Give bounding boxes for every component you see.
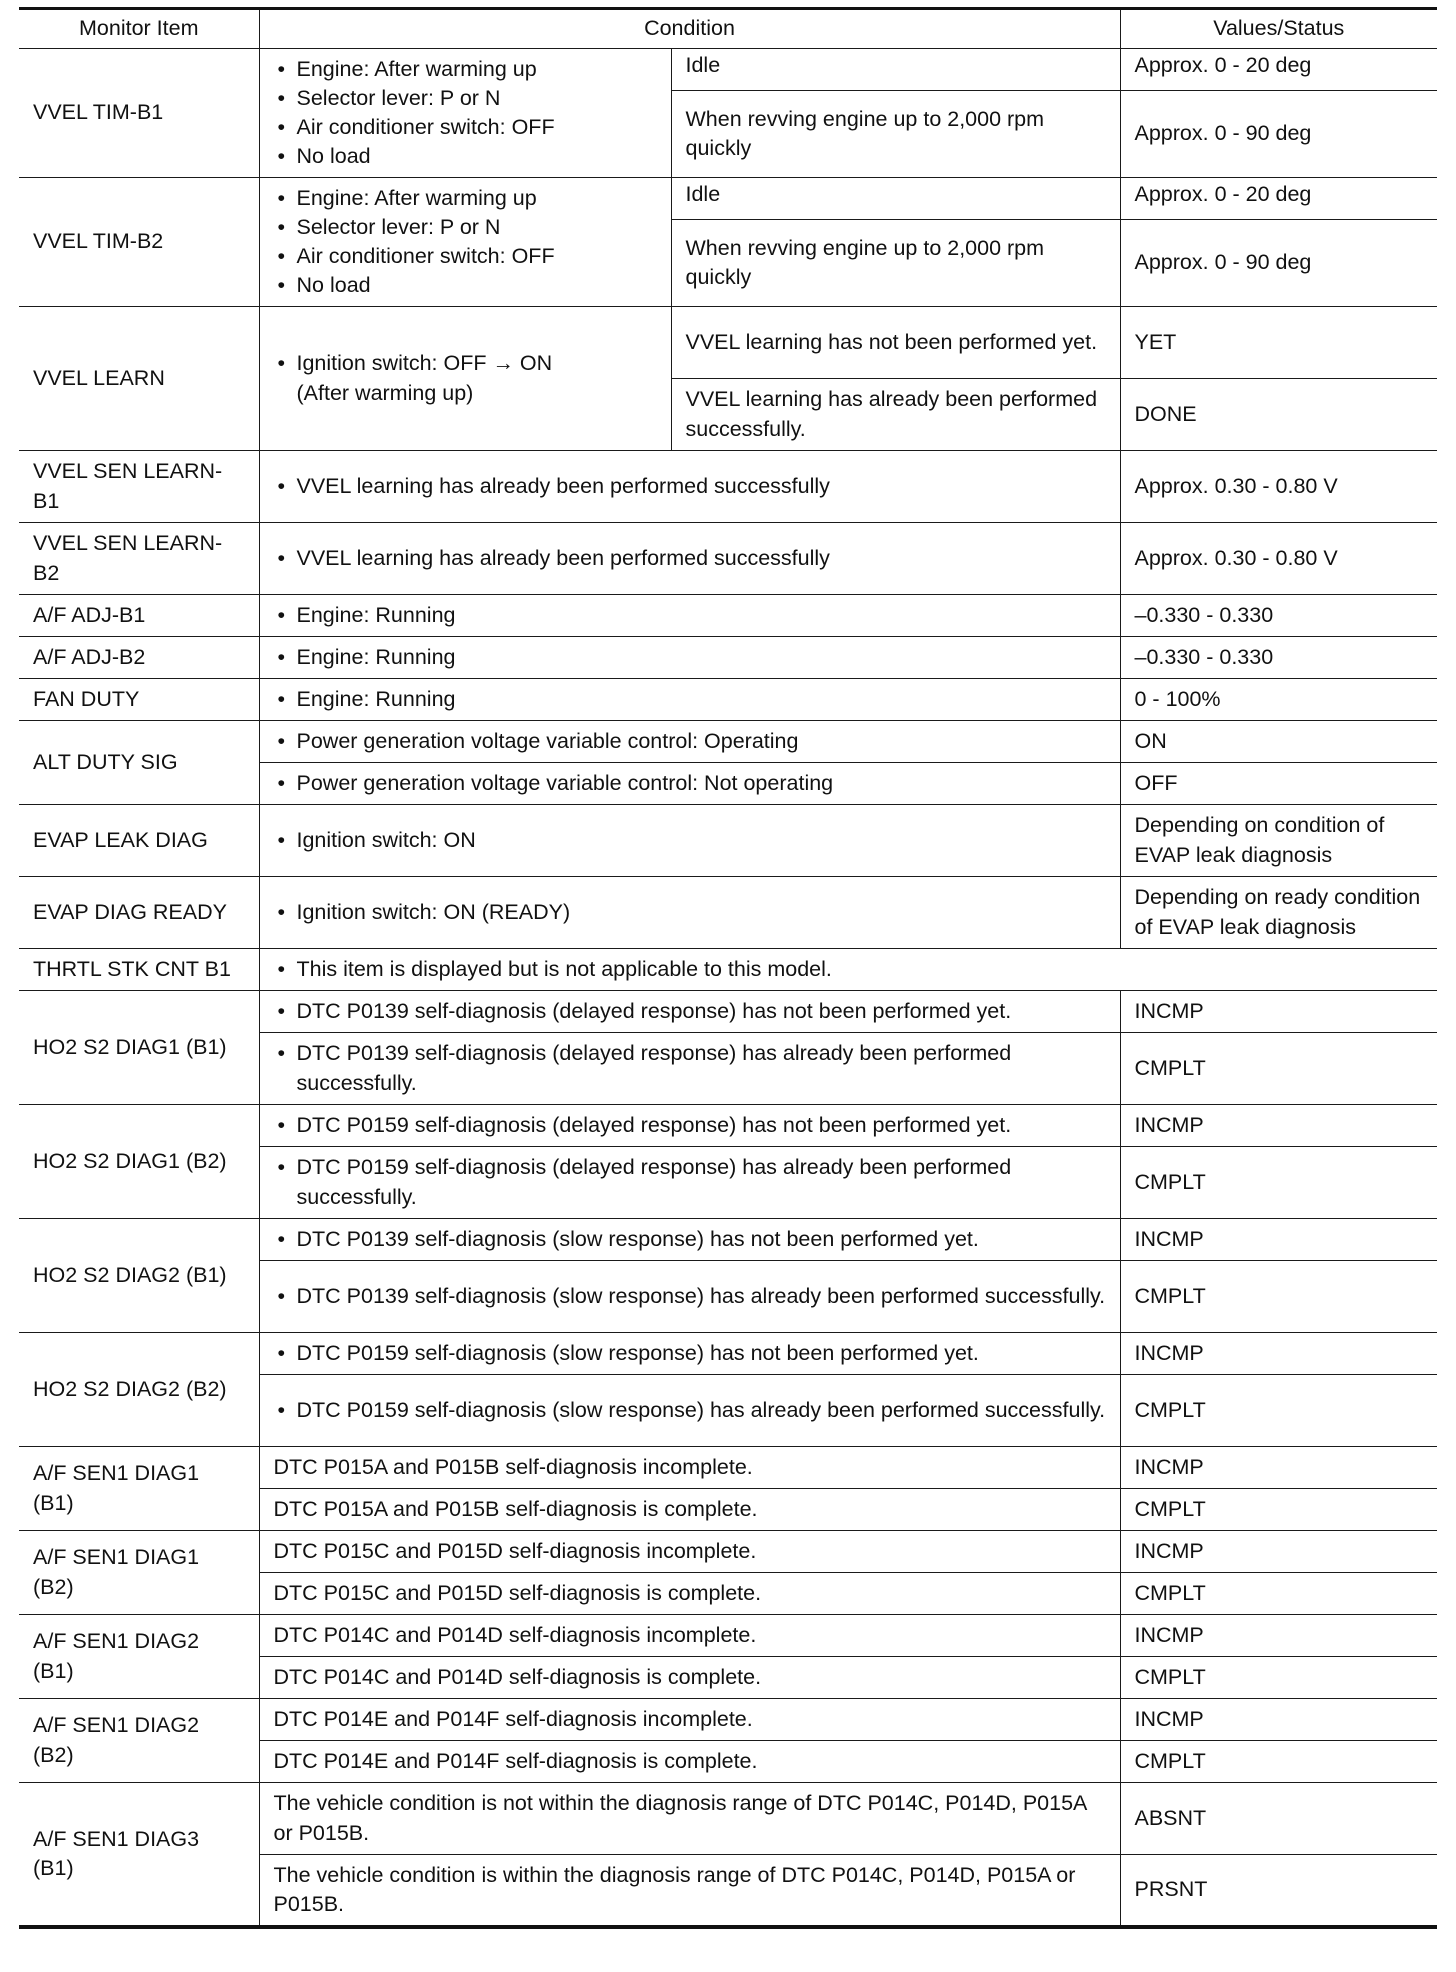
monitor-item-cell: HO2 S2 DIAG1 (B1) bbox=[19, 991, 259, 1105]
value-cell: CMPLT bbox=[1120, 1573, 1437, 1615]
value-cell: CMPLT bbox=[1120, 1147, 1437, 1219]
condition-bullet: • DTC P0139 self-diagnosis (delayed response) has already been performed successfully. bbox=[274, 1039, 1106, 1097]
monitor-item-cell: THRTL STK CNT B1 bbox=[19, 949, 259, 991]
condition-bullet: • Engine: Running bbox=[274, 601, 1106, 630]
table-row bbox=[19, 451, 1437, 523]
condition-cell: DTC P015A and P015B self-diagnosis is complete. bbox=[259, 1489, 1120, 1531]
condition-cell bbox=[259, 1261, 1120, 1333]
value-cell: CMPLT bbox=[1120, 1033, 1437, 1105]
condition-cell bbox=[259, 949, 1437, 991]
table-row bbox=[19, 1699, 1437, 1741]
condition-bullet: • No load bbox=[274, 271, 657, 300]
condition-cell bbox=[259, 595, 1120, 637]
monitor-item-cell: VVEL SEN LEARN-B2 bbox=[19, 523, 259, 595]
value-cell: INCMP bbox=[1120, 1105, 1437, 1147]
monitor-item-cell: VVEL TIM-B1 bbox=[19, 49, 259, 178]
condition-bullet: • DTC P0159 self-diagnosis (delayed response) has not been performed yet. bbox=[274, 1111, 1106, 1140]
table-row bbox=[19, 178, 1437, 220]
condition-cell bbox=[259, 991, 1120, 1033]
value-cell: ABSNT bbox=[1120, 1783, 1437, 1855]
table-row bbox=[19, 1105, 1437, 1147]
monitor-item-document bbox=[19, 7, 1437, 1929]
sub-condition-cell: VVEL learning has not been performed yet. bbox=[671, 307, 1120, 379]
value-cell: PRSNT bbox=[1120, 1855, 1437, 1927]
table-row bbox=[19, 805, 1437, 877]
value-cell: INCMP bbox=[1120, 1699, 1437, 1741]
value-cell: Approx. 0 - 90 deg bbox=[1120, 220, 1437, 307]
condition-bullet: • Selector lever: P or N bbox=[274, 84, 657, 113]
condition-bullet: • Power generation voltage variable control: Operating bbox=[274, 727, 1106, 756]
sub-condition-cell: VVEL learning has already been performed successfully. bbox=[671, 379, 1120, 451]
value-cell: Approx. 0 - 20 deg bbox=[1120, 178, 1437, 220]
monitor-item-cell: A/F SEN1 DIAG2 (B2) bbox=[19, 1699, 259, 1783]
value-cell: CMPLT bbox=[1120, 1741, 1437, 1783]
condition-cell bbox=[259, 1375, 1120, 1447]
condition-cell: The vehicle condition is not within the diagnosis range of DTC P014C, P014D, P015A or P015B. bbox=[259, 1783, 1120, 1855]
condition-bullet: • Ignition switch: ON bbox=[274, 826, 1106, 855]
value-cell: –0.330 - 0.330 bbox=[1120, 637, 1437, 679]
header-monitor-item: Monitor Item bbox=[19, 9, 259, 49]
condition-cell bbox=[259, 721, 1120, 763]
condition-cell: DTC P015C and P015D self-diagnosis incomplete. bbox=[259, 1531, 1120, 1573]
header-row bbox=[19, 9, 1437, 49]
condition-list bbox=[274, 349, 657, 407]
value-cell: INCMP bbox=[1120, 991, 1437, 1033]
condition-bullet: • Power generation voltage variable control: Not operating bbox=[274, 769, 1106, 798]
condition-bullet: • Engine: After warming up bbox=[274, 55, 657, 84]
sub-condition-cell: Idle bbox=[671, 49, 1120, 91]
monitor-item-cell: HO2 S2 DIAG2 (B2) bbox=[19, 1333, 259, 1447]
table-row bbox=[19, 1219, 1437, 1261]
table-row bbox=[19, 877, 1437, 949]
condition-cell bbox=[259, 1333, 1120, 1375]
condition-cell bbox=[259, 1033, 1120, 1105]
condition-bullet: • DTC P0159 self-diagnosis (slow response) has not been performed yet. bbox=[274, 1339, 1106, 1368]
value-cell: INCMP bbox=[1120, 1219, 1437, 1261]
table-row bbox=[19, 721, 1437, 763]
monitor-item-cell: VVEL SEN LEARN-B1 bbox=[19, 451, 259, 523]
condition-cell bbox=[259, 679, 1120, 721]
condition-cell bbox=[259, 763, 1120, 805]
condition-bullet: • Ignition switch: ON (READY) bbox=[274, 898, 1106, 927]
value-cell: YET bbox=[1120, 307, 1437, 379]
monitor-item-cell: VVEL LEARN bbox=[19, 307, 259, 451]
monitor-item-table bbox=[19, 7, 1437, 1929]
condition-cell: DTC P015C and P015D self-diagnosis is complete. bbox=[259, 1573, 1120, 1615]
table-row bbox=[19, 637, 1437, 679]
value-cell: Approx. 0 - 90 deg bbox=[1120, 91, 1437, 178]
monitor-item-cell: HO2 S2 DIAG2 (B1) bbox=[19, 1219, 259, 1333]
condition-cell bbox=[259, 451, 1120, 523]
value-cell: CMPLT bbox=[1120, 1261, 1437, 1333]
condition-cell: DTC P014C and P014D self-diagnosis incomplete. bbox=[259, 1615, 1120, 1657]
value-cell: INCMP bbox=[1120, 1615, 1437, 1657]
table-row bbox=[19, 679, 1437, 721]
value-cell: INCMP bbox=[1120, 1447, 1437, 1489]
monitor-item-cell: FAN DUTY bbox=[19, 679, 259, 721]
condition-cell bbox=[259, 49, 671, 178]
monitor-item-cell: EVAP LEAK DIAG bbox=[19, 805, 259, 877]
monitor-item-cell: A/F SEN1 DIAG1 (B1) bbox=[19, 1447, 259, 1531]
condition-bullet: • DTC P0159 self-diagnosis (slow response) has already been performed successfully. bbox=[274, 1396, 1106, 1425]
table-row bbox=[19, 595, 1437, 637]
condition-cell: DTC P014C and P014D self-diagnosis is complete. bbox=[259, 1657, 1120, 1699]
value-cell: Depending on condition of EVAP leak diagnosis bbox=[1120, 805, 1437, 877]
header-values-status: Values/Status bbox=[1120, 9, 1437, 49]
condition-cell bbox=[259, 637, 1120, 679]
condition-bullet: • VVEL learning has already been performed successfully bbox=[274, 472, 1106, 501]
condition-cell bbox=[259, 805, 1120, 877]
table-row bbox=[19, 1333, 1437, 1375]
condition-bullet: • DTC P0139 self-diagnosis (slow response) has not been performed yet. bbox=[274, 1225, 1106, 1254]
monitor-item-cell: EVAP DIAG READY bbox=[19, 877, 259, 949]
table-row bbox=[19, 523, 1437, 595]
monitor-item-cell: A/F SEN1 DIAG2 (B1) bbox=[19, 1615, 259, 1699]
table-row bbox=[19, 991, 1437, 1033]
table-row bbox=[19, 949, 1437, 991]
value-cell: 0 - 100% bbox=[1120, 679, 1437, 721]
table-row bbox=[19, 49, 1437, 91]
monitor-item-cell: VVEL TIM-B2 bbox=[19, 178, 259, 307]
condition-cell bbox=[259, 178, 671, 307]
condition-cell: The vehicle condition is within the diagnosis range of DTC P014C, P014D, P015A or P015B. bbox=[259, 1855, 1120, 1927]
table-row bbox=[19, 307, 1437, 379]
condition-bullet: • Engine: Running bbox=[274, 685, 1106, 714]
condition-bullet: • Air conditioner switch: OFF bbox=[274, 113, 657, 142]
condition-cell: DTC P015A and P015B self-diagnosis incomplete. bbox=[259, 1447, 1120, 1489]
value-cell: INCMP bbox=[1120, 1531, 1437, 1573]
value-cell: Approx. 0 - 20 deg bbox=[1120, 49, 1437, 91]
condition-cell bbox=[259, 307, 671, 451]
monitor-item-cell: A/F ADJ-B1 bbox=[19, 595, 259, 637]
value-cell: DONE bbox=[1120, 379, 1437, 451]
monitor-item-cell: A/F SEN1 DIAG1 (B2) bbox=[19, 1531, 259, 1615]
sub-condition-cell: When revving engine up to 2,000 rpm quickly bbox=[671, 220, 1120, 307]
value-cell: Depending on ready condition of EVAP leak diagnosis bbox=[1120, 877, 1437, 949]
monitor-item-cell: A/F ADJ-B2 bbox=[19, 637, 259, 679]
header-condition: Condition bbox=[259, 9, 1120, 49]
value-cell: Approx. 0.30 - 0.80 V bbox=[1120, 451, 1437, 523]
condition-list bbox=[274, 55, 657, 171]
condition-bullet: • DTC P0139 self-diagnosis (delayed response) has not been performed yet. bbox=[274, 997, 1106, 1026]
table-row bbox=[19, 1615, 1437, 1657]
condition-bullet: • Ignition switch: OFF → ON (After warming up) bbox=[274, 349, 587, 407]
sub-condition-cell: When revving engine up to 2,000 rpm quickly bbox=[671, 91, 1120, 178]
condition-cell bbox=[259, 523, 1120, 595]
value-cell: CMPLT bbox=[1120, 1375, 1437, 1447]
condition-cell: DTC P014E and P014F self-diagnosis incomplete. bbox=[259, 1699, 1120, 1741]
monitor-item-cell: HO2 S2 DIAG1 (B2) bbox=[19, 1105, 259, 1219]
condition-bullet: • Engine: Running bbox=[274, 643, 1106, 672]
sub-condition-cell: Idle bbox=[671, 178, 1120, 220]
table-row bbox=[19, 1783, 1437, 1855]
condition-cell bbox=[259, 877, 1120, 949]
value-cell: CMPLT bbox=[1120, 1657, 1437, 1699]
condition-cell bbox=[259, 1105, 1120, 1147]
condition-bullet: • No load bbox=[274, 142, 657, 171]
value-cell: OFF bbox=[1120, 763, 1437, 805]
condition-bullet: • DTC P0159 self-diagnosis (delayed response) has already been performed successfully. bbox=[274, 1153, 1106, 1211]
condition-bullet: • This item is displayed but is not applicable to this model. bbox=[274, 955, 1424, 984]
value-cell: –0.330 - 0.330 bbox=[1120, 595, 1437, 637]
table-row bbox=[19, 1447, 1437, 1489]
value-cell: CMPLT bbox=[1120, 1489, 1437, 1531]
condition-bullet: • Air conditioner switch: OFF bbox=[274, 242, 657, 271]
monitor-item-cell: ALT DUTY SIG bbox=[19, 721, 259, 805]
condition-list bbox=[274, 184, 657, 300]
condition-bullet: • DTC P0139 self-diagnosis (slow response) has already been performed successfully. bbox=[274, 1282, 1106, 1311]
condition-bullet: • VVEL learning has already been performed successfully bbox=[274, 544, 1106, 573]
condition-bullet: • Selector lever: P or N bbox=[274, 213, 657, 242]
condition-bullet: • Engine: After warming up bbox=[274, 184, 657, 213]
value-cell: Approx. 0.30 - 0.80 V bbox=[1120, 523, 1437, 595]
condition-cell bbox=[259, 1147, 1120, 1219]
condition-cell: DTC P014E and P014F self-diagnosis is complete. bbox=[259, 1741, 1120, 1783]
table-row bbox=[19, 1531, 1437, 1573]
monitor-item-cell: A/F SEN1 DIAG3 (B1) bbox=[19, 1783, 259, 1927]
condition-cell bbox=[259, 1219, 1120, 1261]
value-cell: INCMP bbox=[1120, 1333, 1437, 1375]
value-cell: ON bbox=[1120, 721, 1437, 763]
